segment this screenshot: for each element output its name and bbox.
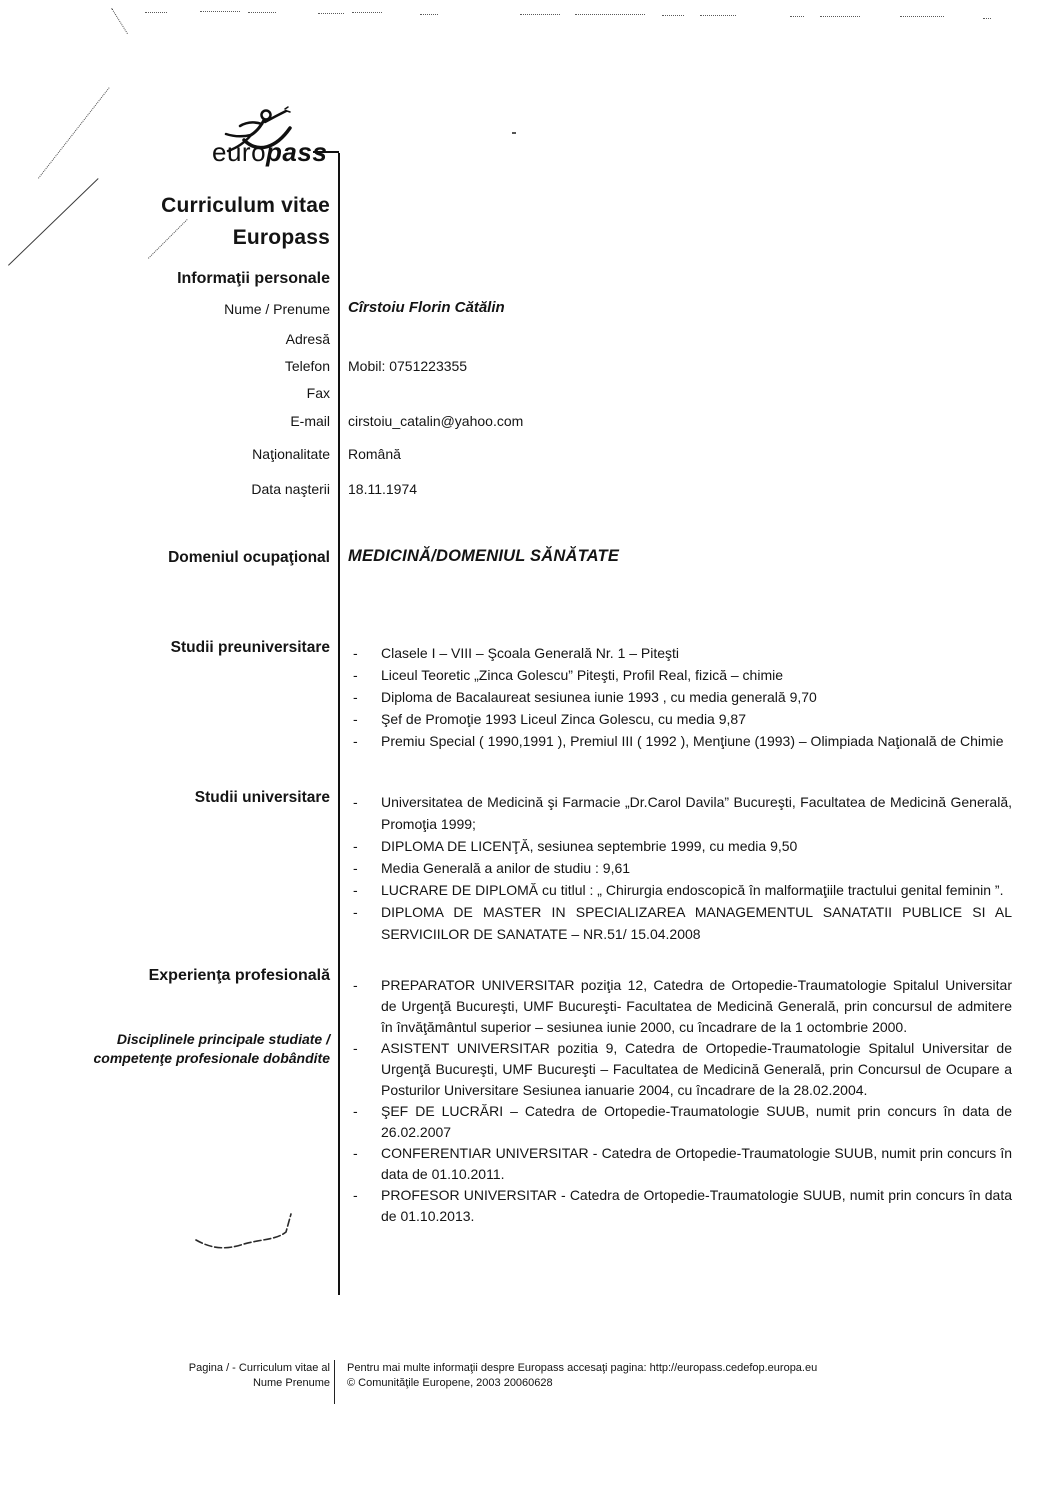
list-item-text: DIPLOMA DE MASTER IN SPECIALIZAREA MANAGEMENTUL SANATATII PUBLICE SI AL SERVICIILOR DE SANATATE – NR.51/ 15.04.2008 [381, 904, 1012, 942]
footer-right-line-2: © Comunităţile Europene, 2003 20060628 [347, 1377, 553, 1389]
footer-page-info [158, 1361, 330, 1391]
list-item [348, 686, 1012, 708]
bullet-marker: - [353, 689, 358, 705]
list-item [348, 835, 1012, 857]
bullet-marker: - [353, 882, 358, 898]
list-item [348, 791, 1012, 835]
logo-text-euro: euro [212, 137, 267, 167]
list-item-text: ASISTENT UNIVERSITAR pozitia 9, Catedra de Ortopedie-Traumatologie Spitalul Universitar de Urgenţă Bucureşti, UMF Bucureşti – Facultatea de Medicină Generală, prin Concursul de Ocupare a Posturilor Universitare Sesiunea ianuarie 2004, cu încadrare de la 28.02.2004. [381, 1040, 1012, 1098]
value-nume-prenume: Cîrstoiu Florin Cătălin [348, 299, 505, 316]
list-item [348, 1185, 1012, 1227]
list-item [348, 1143, 1012, 1185]
list-item [348, 642, 1012, 664]
scan-noise [111, 8, 128, 34]
footer-divider-line [334, 1360, 335, 1404]
scan-noise [790, 16, 804, 17]
list-item [348, 975, 1012, 1038]
label-domeniul-ocupational: Domeniul ocupaţional [168, 549, 330, 566]
scan-noise [420, 14, 438, 15]
bullet-marker: - [353, 794, 358, 810]
list-experienta-profesionala [348, 975, 1012, 1227]
list-item [348, 879, 1012, 901]
scan-noise [352, 12, 382, 13]
list-item-text: Diploma de Bacalaureat sesiunea iunie 1993 , cu media generală 9,70 [381, 689, 817, 705]
list-item [348, 664, 1012, 686]
scan-noise [38, 87, 110, 178]
list-item-text: Clasele I – VIII – Şcoala Generală Nr. 1 – Piteşti [381, 645, 680, 661]
scan-noise [575, 14, 645, 15]
footer-europass-info [347, 1361, 947, 1391]
label-data-nasterii: Data naşterii [251, 481, 330, 497]
title-line-1: Curriculum vitae [161, 194, 330, 217]
scan-noise [820, 16, 860, 17]
value-telefon: Mobil: 0751223355 [348, 358, 468, 374]
value-nationalitate: Română [348, 446, 401, 462]
sublabel-line-1: Disciplinele principale studiate / [116, 1031, 330, 1047]
list-item-text: Media Generală a anilor de studiu : 9,61 [381, 860, 631, 876]
list-item-text: CONFERENTIAR UNIVERSITAR - Catedra de Ortopedie-Traumatologie SUUB, numit prin concurs în data de 01.10.2011. [381, 1145, 1012, 1182]
scan-noise [248, 12, 276, 13]
value-domeniul-ocupational: MEDICINĂ/DOMENIUL SĂNĂTATE [348, 547, 620, 565]
bullet-marker: - [353, 1040, 358, 1056]
scan-noise [983, 18, 991, 19]
footer-left-line-2: Nume Prenume [252, 1377, 330, 1389]
bullet-marker: - [353, 838, 358, 854]
scan-noise [145, 12, 167, 13]
scan-noise [318, 13, 344, 14]
bullet-marker: - [353, 667, 358, 683]
label-fax: Fax [306, 385, 330, 401]
list-item [348, 730, 1012, 752]
scan-noise [700, 15, 736, 16]
section-experienta-profesionala: Experienţa profesională [148, 967, 330, 984]
list-item [348, 1101, 1012, 1143]
europass-logo [198, 106, 348, 172]
bullet-marker: - [353, 860, 358, 876]
bullet-marker: - [353, 733, 358, 749]
section-studii-universitare: Studii universitare [194, 789, 330, 806]
list-item-text: Universitatea de Medicină şi Farmacie „Dr.Carol Davila” Bucureşti, Facultatea de Medicină Generală, Promoţia 1999; [381, 794, 1012, 832]
bullet-marker: - [353, 1187, 358, 1203]
document-title [40, 190, 330, 254]
label-adresa: Adresă [285, 331, 330, 347]
europass-logo-text [212, 137, 327, 168]
list-item-text: ŞEF DE LUCRĂRI – Catedra de Ortopedie-Traumatologie SUUB, numit prin concurs în data de 26.02.2007 [381, 1103, 1012, 1140]
list-item [348, 708, 1012, 730]
list-studii-preuniversitare [348, 642, 1012, 752]
title-line-2: Europass [232, 226, 330, 249]
section-studii-preuniversitare: Studii preuniversitare [170, 639, 330, 656]
scan-noise [900, 16, 944, 17]
scan-noise [662, 15, 684, 16]
list-item-text: LUCRARE DE DIPLOMĂ cu titlul : „ Chirurgia endoscopică în malformaţiile tractului genital feminin ”. [381, 882, 1004, 898]
list-item [348, 857, 1012, 879]
list-item-text: PREPARATOR UNIVERSITAR poziţia 12, Catedra de Ortopedie-Traumatologie Spitalul Universitar de Urgenţă Bucureşti, UMF Bucureşti- Facultatea de Medicină Generală, prin concursul de admitere în învăţământul superior – sesiunea iunie 2000, cu încadrare de la 1 octombrie 2000. [381, 977, 1012, 1035]
list-item [348, 901, 1012, 945]
sublabel-line-2: competenţe profesionale dobândite [93, 1050, 330, 1066]
logo-connector-line [313, 151, 339, 153]
sublabel-discipline [40, 1030, 330, 1068]
scan-noise [520, 14, 560, 15]
scan-noise [200, 11, 240, 12]
bullet-marker: - [353, 904, 358, 920]
label-telefon: Telefon [284, 358, 330, 374]
footer-left-line-1: Pagina / - Curriculum vitae al [188, 1362, 330, 1374]
bullet-marker: - [353, 1145, 358, 1161]
label-email: E-mail [290, 413, 330, 429]
bullet-marker: - [353, 711, 358, 727]
footer-right-line-1: Pentru mai multe informaţii despre Europass accesaţi pagina: http://europass.cedefop.europa.eu [347, 1362, 818, 1374]
label-nationalitate: Naţionalitate [252, 446, 330, 462]
pen-squiggle-mark [192, 1202, 312, 1262]
bullet-marker: - [353, 977, 358, 993]
logo-text-pass: pass [266, 137, 328, 167]
list-studii-universitare [348, 791, 1012, 945]
bullet-marker: - [353, 1103, 358, 1119]
column-divider-line [338, 153, 340, 1295]
label-nume-prenume: Nume / Prenume [224, 301, 330, 317]
list-item [348, 1038, 1012, 1101]
list-item-text: PROFESOR UNIVERSITAR - Catedra de Ortopedie-Traumatologie SUUB, numit prin concurs în data de 01.10.2013. [381, 1187, 1012, 1224]
list-item-text: Premiu Special ( 1990,1991 ), Premiul III ( 1992 ), Menţiune (1993) – Olimpiada Naţională de Chimie [381, 733, 1004, 749]
section-personal-info: Informaţii personale [177, 270, 330, 287]
list-item-text: Şef de Promoţie 1993 Liceul Zinca Golescu, cu media 9,87 [381, 711, 746, 727]
list-item-text: DIPLOMA DE LICENŢĂ, sesiunea septembrie 1999, cu media 9,50 [381, 838, 798, 854]
scan-noise [512, 132, 516, 134]
bullet-marker: - [353, 645, 358, 661]
list-item-text: Liceul Teoretic „Zinca Golescu” Piteşti, Profil Real, fizică – chimie [381, 667, 784, 683]
value-data-nasterii: 18.11.1974 [348, 481, 418, 497]
value-email: cirstoiu_catalin@yahoo.com [348, 413, 524, 429]
